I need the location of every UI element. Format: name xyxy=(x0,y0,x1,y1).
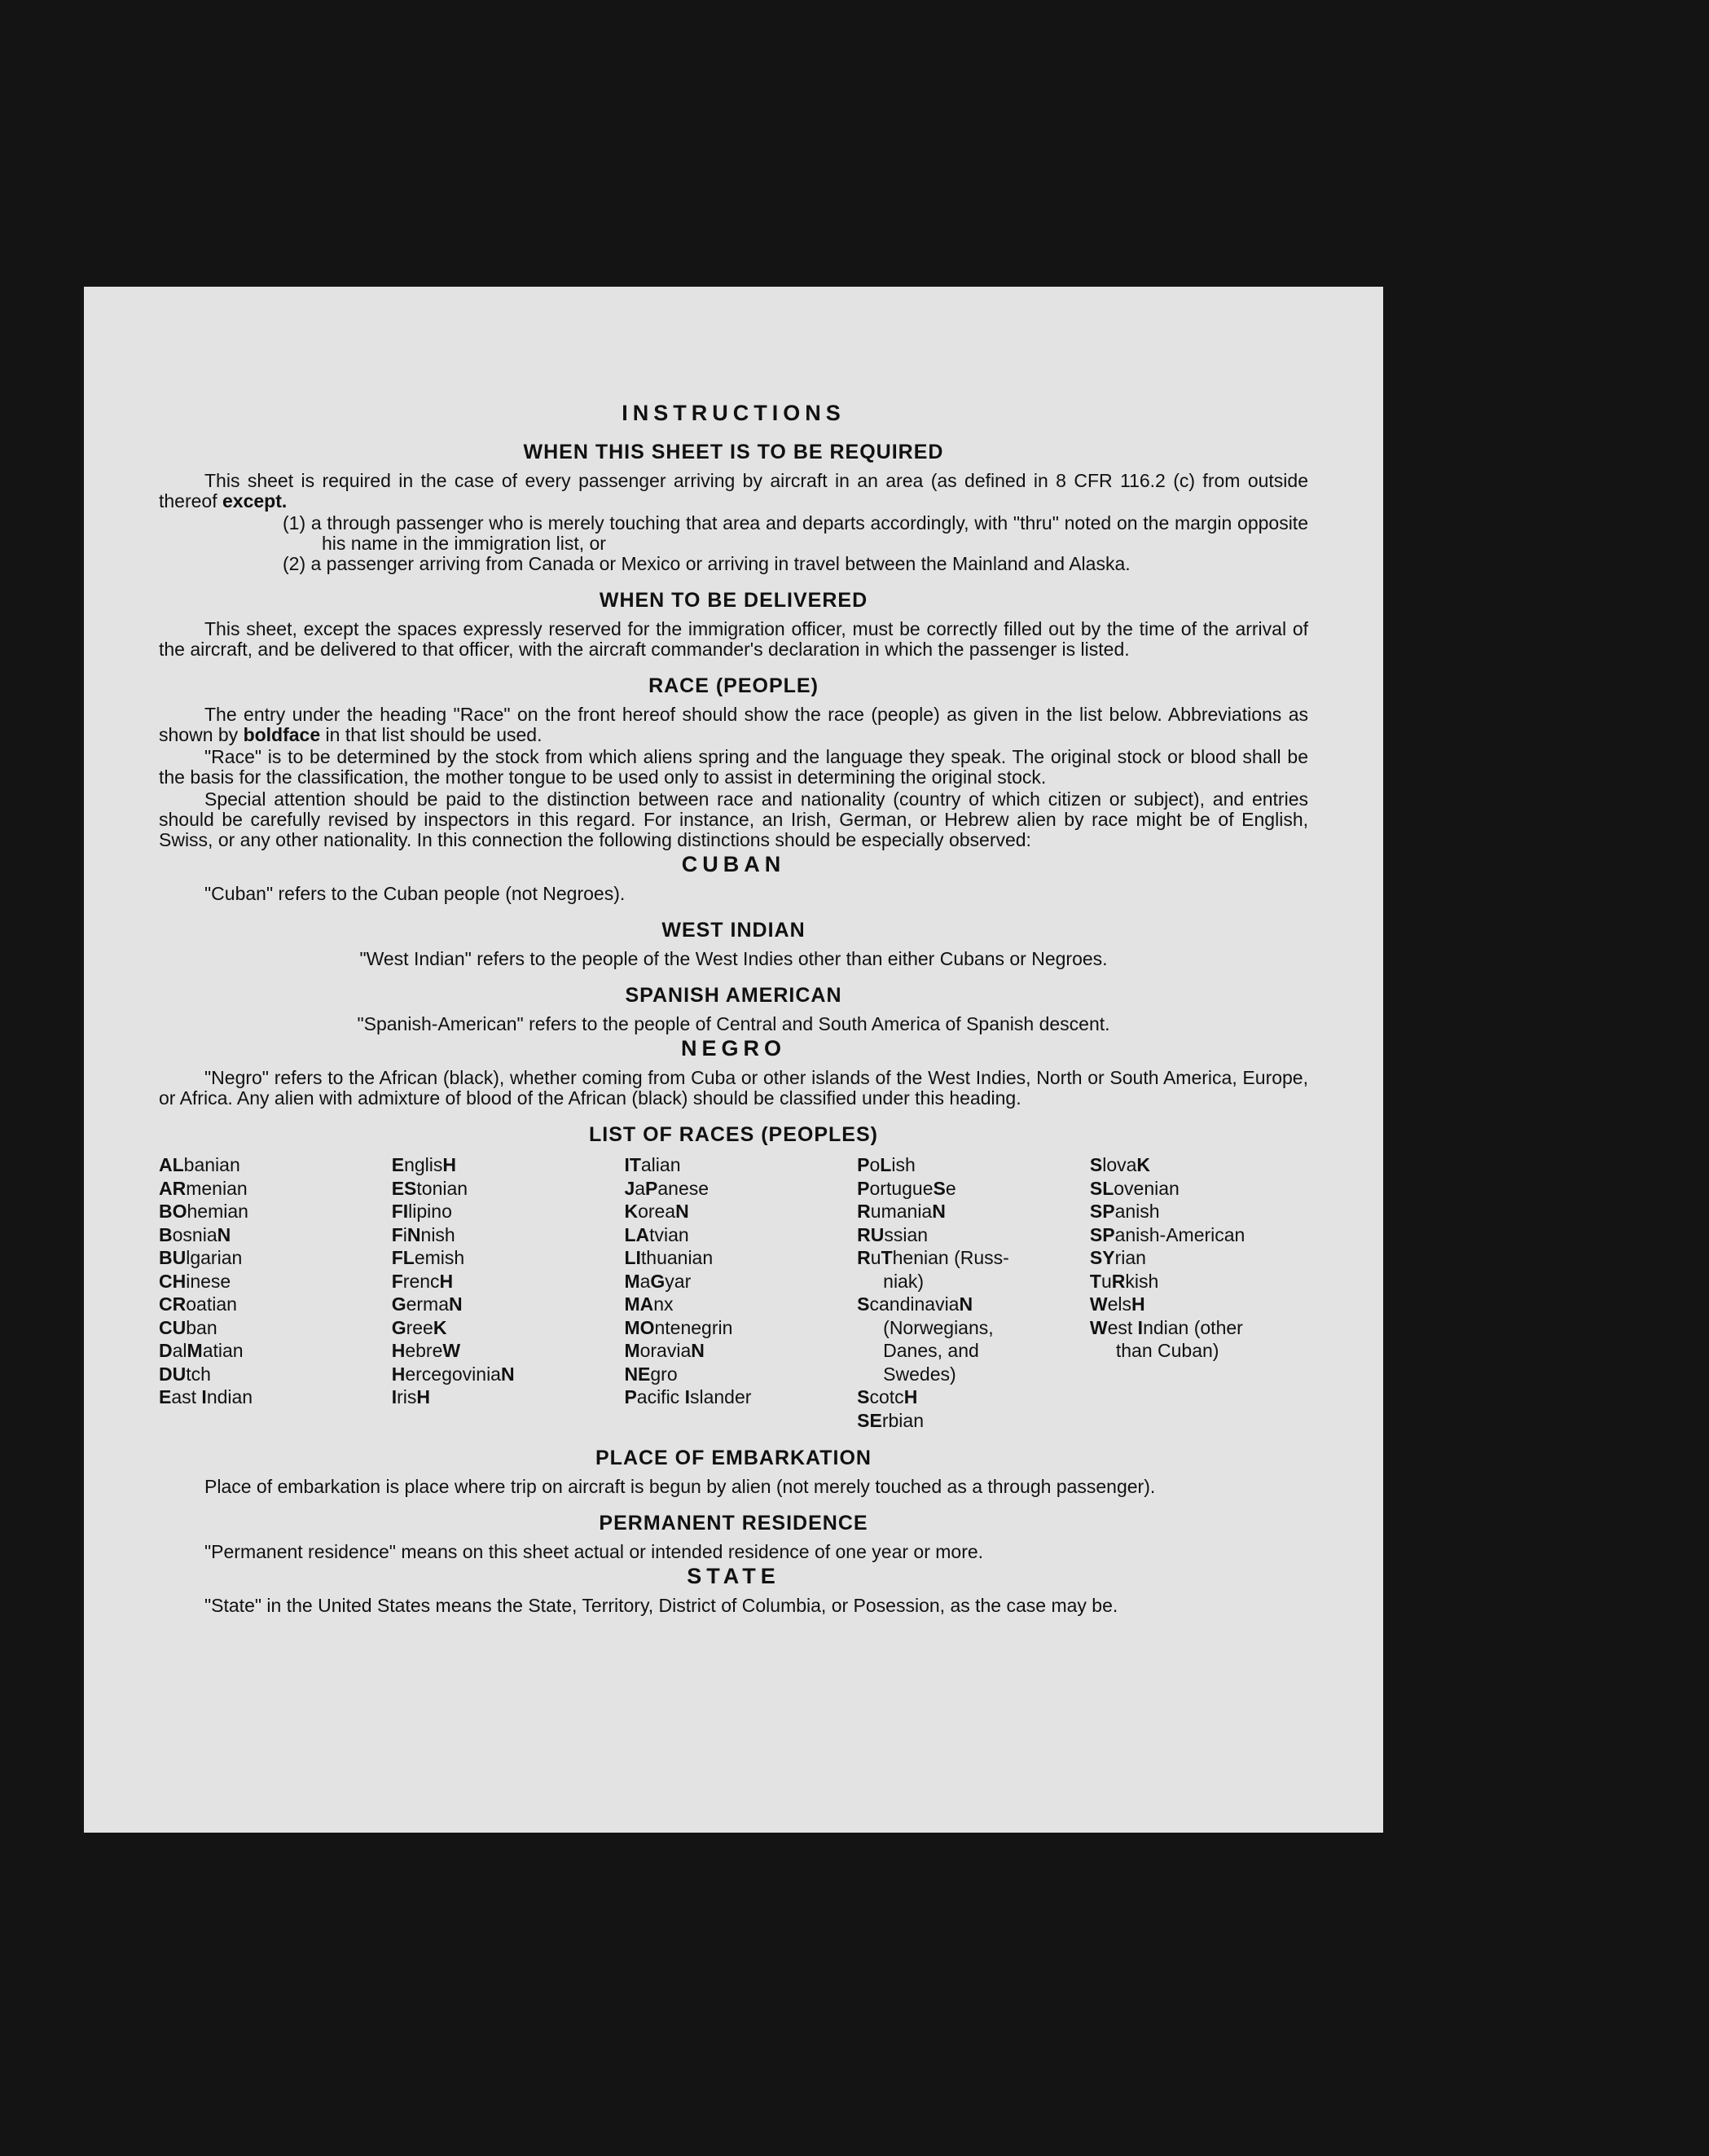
instructions-title: INSTRUCTIONS xyxy=(622,401,846,425)
race-entry: FLemish xyxy=(391,1247,465,1268)
embarkation-heading: PLACE OF EMBARKATION xyxy=(595,1447,872,1469)
race-entry: FrencH xyxy=(391,1270,454,1292)
race-entry: Danes, and xyxy=(883,1340,979,1361)
race-entry: MaGyar xyxy=(624,1270,692,1292)
race-entry: than Cuban) xyxy=(1115,1340,1219,1361)
race-entry: CUban xyxy=(159,1316,217,1338)
race-entry: JaPanese xyxy=(624,1177,710,1199)
race-entry: LIthuanian xyxy=(624,1247,714,1268)
race-entry: EStonian xyxy=(391,1177,468,1199)
race-entry: CHinese xyxy=(159,1270,231,1292)
race-heading: RACE (PEOPLE) xyxy=(648,674,819,697)
west-indian-heading: WEST INDIAN xyxy=(661,919,806,942)
race-entry: MOntenegrin xyxy=(624,1316,733,1338)
cuban-heading: CUBAN xyxy=(681,852,786,876)
race-entry: ScotcH xyxy=(857,1386,918,1407)
race-entry: West Indian (other xyxy=(1089,1316,1243,1338)
race-entry: SPanish-American xyxy=(1089,1223,1246,1245)
race-entry: IrisH xyxy=(391,1386,431,1407)
delivered-heading: WHEN TO BE DELIVERED xyxy=(599,589,868,612)
spanish-american-text: "Spanish-American" refers to the people of Central and South America of Spanish descent. xyxy=(357,1013,1110,1034)
race-entry: EnglisH xyxy=(391,1154,456,1175)
race-entry: NEgro xyxy=(624,1363,678,1385)
race-paragraph-3: Special attention should be paid to the distinction between race and nationality (country of which citizen or subject), and entries should be carefully revised by inspectors in this regard. For instance, an Irish, German, or Hebrew alien by race might be of English, Swiss, or any other nationality. In this connection the following distinctions should be especially observed: xyxy=(159,788,1308,850)
race-entry: FIlipino xyxy=(391,1201,452,1222)
race-entry: BOhemian xyxy=(159,1201,248,1222)
race-entry: LAtvian xyxy=(624,1223,689,1245)
residence-text: "Permanent residence" means on this sheet actual or intended residence of one year or more. xyxy=(204,1541,984,1562)
races-list xyxy=(159,1153,1308,1432)
exception-1: (1) a through passenger who is merely touching that area and departs accordingly, with "thru" noted on the margin opposite his name in the immigration list, or xyxy=(283,512,1308,554)
race-entry: RUssian xyxy=(857,1223,929,1245)
race-entry: ScandinaviaN xyxy=(857,1293,973,1315)
races-column xyxy=(857,1153,1075,1432)
race-entry: (Norwegians, xyxy=(883,1316,994,1338)
residence-heading: PERMANENT RESIDENCE xyxy=(599,1512,868,1535)
race-entry: SYrian xyxy=(1089,1247,1146,1268)
race-entry: DUtch xyxy=(159,1363,211,1385)
race-entry: SLovenian xyxy=(1089,1177,1180,1199)
race-entry: MAnx xyxy=(624,1293,674,1315)
cuban-text: "Cuban" refers to the Cuban people (not Negroes). xyxy=(204,883,626,904)
race-entry: Swedes) xyxy=(883,1363,956,1385)
instruction-sheet xyxy=(84,287,1383,1833)
required-heading: WHEN THIS SHEET IS TO BE REQUIRED xyxy=(523,441,944,463)
races-column xyxy=(159,1153,377,1432)
race-entry: DalMatian xyxy=(159,1340,244,1361)
state-text: "State" in the United States means the State, Territory, District of Columbia, or Posession, as the case may be. xyxy=(204,1595,1118,1616)
state-heading: STATE xyxy=(687,1564,780,1588)
race-entry: RumaniaN xyxy=(857,1201,946,1222)
race-entry: KoreaN xyxy=(624,1201,689,1222)
races-column xyxy=(624,1153,842,1432)
race-entry: CRoatian xyxy=(159,1293,237,1315)
exception-2: (2) a passenger arriving from Canada or Mexico or arriving in travel between the Mainland and Alaska. xyxy=(283,553,1131,574)
race-entry: SErbian xyxy=(857,1409,924,1431)
race-entry: WelsH xyxy=(1089,1293,1145,1315)
embarkation-text: Place of embarkation is place where trip on aircraft is begun by alien (not merely touched as a through passenger). xyxy=(204,1476,1156,1497)
race-entry: HercegoviniaN xyxy=(391,1363,515,1385)
race-entry: RuThenian (Russ- xyxy=(857,1247,1009,1268)
west-indian-text: "West Indian" refers to the people of the West Indies other than either Cubans or Negroes. xyxy=(359,948,1108,969)
race-entry: BosniaN xyxy=(159,1223,231,1245)
races-column xyxy=(1090,1153,1308,1432)
race-entry: HebreW xyxy=(391,1340,461,1361)
race-entry: GreeK xyxy=(391,1316,447,1338)
delivered-text: This sheet, except the spaces expressly reserved for the immigration officer, must be correctly filled out by the time of the arrival of the aircraft, and be delivered to that officer, with the aircraft commander's declaration in which the passenger is listed. xyxy=(159,618,1308,660)
race-entry: FiNnish xyxy=(391,1223,455,1245)
race-entry: ITalian xyxy=(624,1154,681,1175)
race-entry: SPanish xyxy=(1089,1201,1160,1222)
negro-text: "Negro" refers to the African (black), whether coming from Cuba or other islands of the West Indies, North or South America, Europe, or Africa. Any alien with admixture of blood of the African (black) should be classified under this heading. xyxy=(159,1067,1308,1109)
race-entry: ALbanian xyxy=(159,1154,240,1175)
race-entry: niak) xyxy=(883,1270,925,1292)
race-entry: PoLish xyxy=(857,1154,916,1175)
spanish-american-heading: SPANISH AMERICAN xyxy=(625,984,842,1007)
race-entry: PortugueSe xyxy=(857,1177,956,1199)
list-of-races-heading: LIST OF RACES (PEOPLES) xyxy=(589,1123,878,1146)
race-entry: GermaN xyxy=(391,1293,463,1315)
race-entry: East Indian xyxy=(159,1386,253,1407)
required-intro: This sheet is required in the case of every passenger arriving by aircraft in an area (as defined in 8 CFR 116.2 (c) from outside thereof except. xyxy=(159,470,1308,512)
race-paragraph-1: The entry under the heading "Race" on the front hereof should show the race (people) as given in the list below. Abbreviations as shown by boldface in that list should be used. xyxy=(159,704,1308,745)
race-entry: BUlgarian xyxy=(159,1247,243,1268)
race-entry: TuRkish xyxy=(1089,1270,1159,1292)
race-paragraph-2: "Race" is to be determined by the stock from which aliens spring and the language they speak. The original stock or blood shall be the basis for the classification, the mother tongue to be used only to assist in determining the original stock. xyxy=(159,746,1308,788)
race-entry: MoraviaN xyxy=(624,1340,705,1361)
negro-heading: NEGRO xyxy=(680,1036,786,1060)
race-entry: SlovaK xyxy=(1089,1154,1151,1175)
race-entry: Pacific Islander xyxy=(624,1386,752,1407)
races-column xyxy=(392,1153,610,1432)
race-entry: ARmenian xyxy=(159,1177,248,1199)
